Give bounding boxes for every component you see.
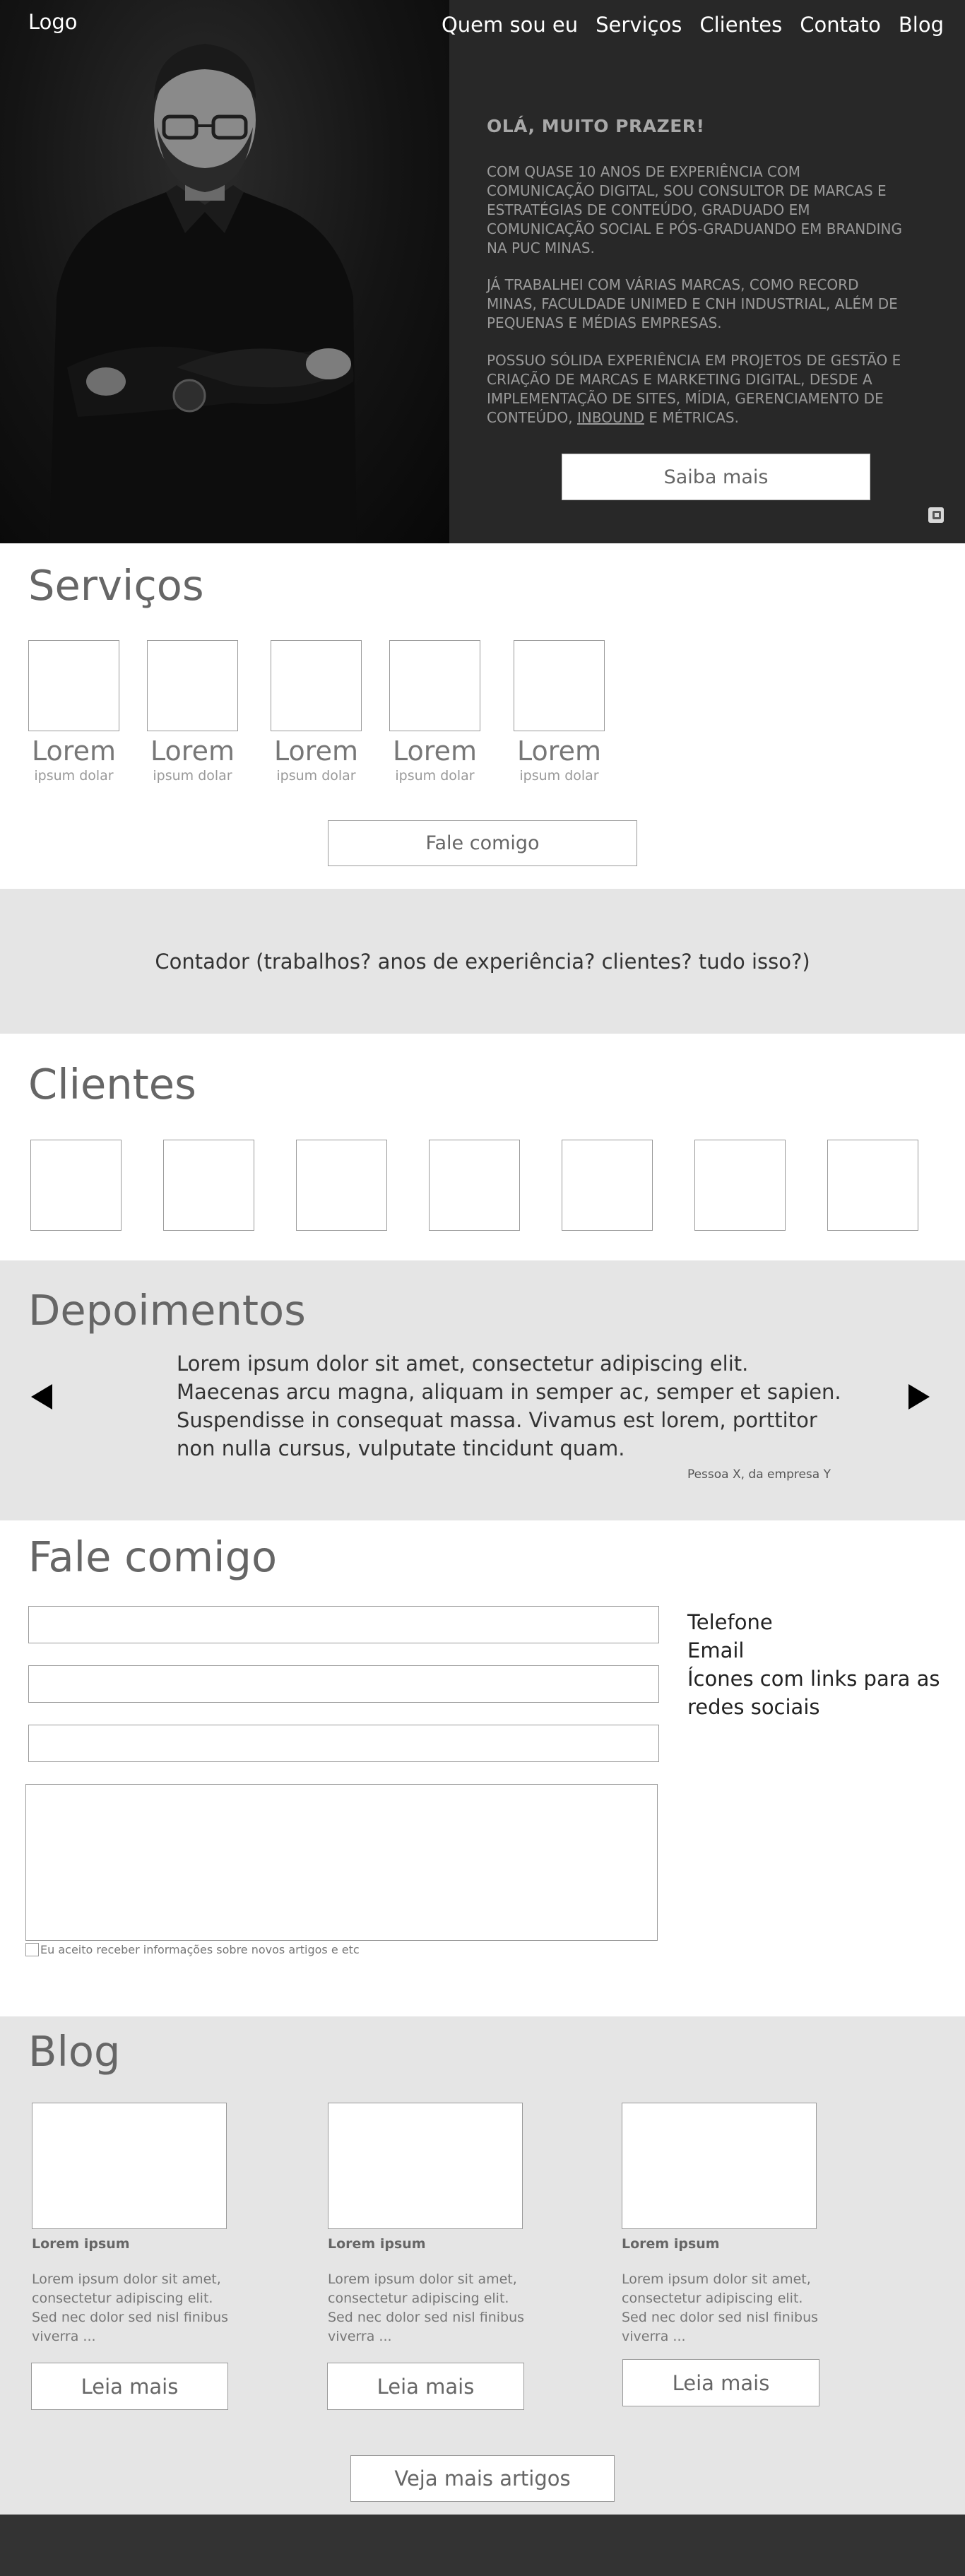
leia-mais-button[interactable]: Leia mais [622,2359,819,2406]
person-portrait-image [0,0,449,543]
nav-item-clientes[interactable]: Clientes [699,13,783,37]
counter-section [0,889,965,1034]
footer [0,2515,965,2576]
contact-phone: Telefone [687,1610,773,1634]
service-image [147,640,238,731]
service-title: Lorem [32,735,116,767]
service-subtitle: ipsum dolar [153,768,232,784]
blog-title: Blog [28,2027,121,2076]
contact-title: Fale comigo [28,1532,278,1581]
blog-post-title[interactable]: Lorem ipsum [32,2236,130,2252]
service-image [514,640,605,731]
service-item[interactable] [514,640,605,784]
main-nav [424,13,944,37]
phone-field[interactable] [28,1725,659,1762]
client-logo[interactable] [30,1140,122,1231]
hero-heading: OLÁ, MUITO PRAZER! [487,116,705,136]
blog-post-excerpt: Lorem ipsum dolor sit amet, consectetur adipiscing elit. Sed nec dolor sed nisl finibus viverra ... [328,2271,525,2344]
hero-paragraph-2: JÁ TRABALHEI COM VÁRIAS MARCAS, COMO RECORD MINAS, FACULDADE UNIMED E CNH INDUSTRIAL, ALÉM DE PEQUENAS E MÉDIAS EMPRESAS. [487,276,898,331]
consent-label: Eu aceito receber informações sobre novos artigos e etc [40,1943,360,1956]
service-image [28,640,119,731]
service-subtitle: ipsum dolar [395,768,475,784]
saiba-mais-button[interactable]: Saiba mais [562,454,870,500]
profile-photo [0,0,449,543]
arrow-right-icon[interactable] [908,1384,930,1410]
consent-row [25,1943,360,1956]
service-title: Lorem [393,735,477,767]
inbound-link[interactable]: INBOUND [577,409,645,426]
consent-checkbox[interactable] [25,1943,39,1956]
blog-image[interactable] [32,2103,227,2229]
blog-post-excerpt: Lorem ipsum dolor sit amet, consectetur adipiscing elit. Sed nec dolor sed nisl finibus viverra ... [32,2271,229,2344]
testimonial-author: Pessoa X, da empresa Y [687,1467,831,1482]
service-title: Lorem [150,735,235,767]
blog-image[interactable] [622,2103,817,2229]
blog-post-title[interactable]: Lorem ipsum [622,2236,720,2252]
service-item[interactable] [389,640,480,784]
hero-section [0,0,965,543]
testimonials-title: Depoimentos [28,1286,306,1335]
email-field[interactable] [28,1665,659,1703]
client-logo[interactable] [827,1140,918,1231]
name-field[interactable] [28,1606,659,1643]
client-logo[interactable] [296,1140,387,1231]
blog-section [0,2016,965,2515]
widget-icon[interactable] [926,504,947,526]
blog-post-excerpt: Lorem ipsum dolor sit amet, consectetur adipiscing elit. Sed nec dolor sed nisl finibus viverra ... [622,2271,819,2344]
counter-text: Contador (trabalhos? anos de experiência? clientes? tudo isso?) [155,949,810,974]
contact-social: Ícones com links para as redes sociais [687,1667,940,1719]
veja-mais-artigos-button[interactable]: Veja mais artigos [350,2455,615,2502]
service-title: Lorem [517,735,601,767]
contact-info [687,1608,942,1721]
leia-mais-button[interactable]: Leia mais [31,2363,228,2410]
services-title: Serviços [28,561,204,610]
service-image [389,640,480,731]
hero-paragraph-3-end: E MÉTRICAS. [644,409,739,426]
logo[interactable]: Logo [28,10,78,34]
service-subtitle: ipsum dolar [276,768,356,784]
service-title: Lorem [274,735,358,767]
service-image [271,640,362,731]
message-field[interactable] [25,1784,658,1941]
hero-paragraph-3-start: POSSUO SÓLIDA EXPERIÊNCIA EM PROJETOS DE GESTÃO E CRIAÇÃO DE MARCAS E MARKETING DIGITAL, DESDE A IMPLEMENTAÇÃO DE SITES, MÍDIA, GERENCIAMENTO DE CONTEÚDO, [487,352,901,426]
hero-paragraph-3 [487,351,911,427]
nav-item-blog[interactable]: Blog [898,13,944,37]
service-subtitle: ipsum dolar [34,768,114,784]
arrow-left-icon[interactable] [31,1384,52,1410]
blog-card [622,2103,819,2346]
service-item[interactable] [271,640,362,784]
fale-comigo-button[interactable]: Fale comigo [328,820,637,866]
nav-item-servicos[interactable]: Serviços [596,13,682,37]
clients-title: Clientes [28,1060,196,1109]
nav-item-contato[interactable]: Contato [800,13,881,37]
contact-email: Email [687,1638,745,1662]
client-logo[interactable] [562,1140,653,1231]
blog-card [32,2103,230,2346]
service-item[interactable] [28,640,119,784]
client-logo[interactable] [694,1140,786,1231]
hero-paragraph-1: COM QUASE 10 ANOS DE EXPERIÊNCIA COM COMUNICAÇÃO DIGITAL, SOU CONSULTOR DE MARCAS E ESTRATÉGIAS DE CONTEÚDO, GRADUADO EM COMUNICAÇÃO SOCIAL E PÓS-GRADUANDO EM BRANDING NA PUC MINAS. [487,163,902,256]
client-logo[interactable] [429,1140,520,1231]
blog-post-title[interactable]: Lorem ipsum [328,2236,426,2252]
testimonial-quote: Lorem ipsum dolor sit amet, consectetur adipiscing elit. Maecenas arcu magna, aliquam in semper ac, semper et sapien. Suspendisse in consequat massa. Vivamus est lorem, porttitor non nulla cursus, vulputate tincidunt quam. [177,1352,841,1460]
nav-item-quem-sou-eu[interactable]: Quem sou eu [441,13,579,37]
service-item[interactable] [147,640,238,784]
blog-card [328,2103,526,2346]
leia-mais-button[interactable]: Leia mais [327,2363,524,2410]
service-subtitle: ipsum dolar [519,768,599,784]
blog-image[interactable] [328,2103,523,2229]
client-logo[interactable] [163,1140,254,1231]
testimonials-section [0,1260,965,1520]
